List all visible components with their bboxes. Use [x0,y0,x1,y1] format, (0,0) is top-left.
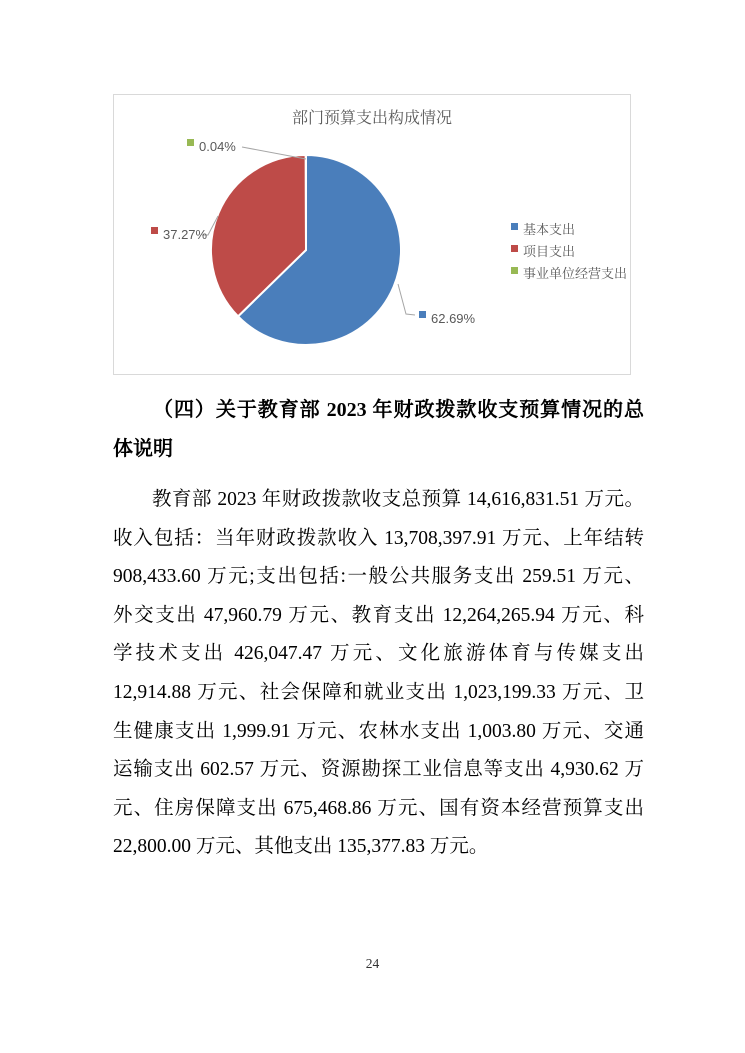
value-label-1 [151,216,218,242]
leader-line [242,147,306,159]
body-line: 学技术支出 426,047.47 万元、文化旅游体育与传媒支出 [113,643,644,665]
body-line: 运输支出 602.57 万元、资源勘探工业信息等支出 4,930.62 万 [113,759,644,781]
body-line: 22,800.00 万元、其他支出 135,377.83 万元。 [113,836,489,858]
label-text: 37.27% [163,227,208,242]
pie-chart [114,95,630,374]
body-line: 元、住房保障支出 675,468.86 万元、国有资本经营预算支出 [113,797,644,819]
legend-label: 项目支出 [523,244,576,259]
label-marker [151,227,158,234]
heading-line: 体说明 [113,437,173,460]
legend-item [511,222,575,237]
value-label-0 [398,284,476,326]
label-marker [187,139,194,146]
section-heading [113,391,644,468]
chart-title: 部门预算支出构成情况 [291,110,453,127]
legend-label: 基本支出 [523,222,576,237]
page-number: 24 [365,956,380,971]
body-paragraph [113,481,644,867]
body-line: 收入包括：当年财政拨款收入 13,708,397.91 万元、上年结转 [113,527,644,549]
legend-marker [511,223,518,230]
legend-label: 事业单位经营支出 [523,266,628,281]
leader-line [398,284,415,315]
legend-marker [511,267,518,274]
pie-chart-frame [113,94,631,375]
body-line: 12,914.88 万元、社会保障和就业支出 1,023,199.33 万元、卫 [113,681,644,703]
legend-item [511,244,575,259]
label-marker [419,311,426,318]
heading-line: （四）关于教育部 2023 年财政拨款收支预算情况的总 [153,399,644,421]
legend-marker [511,245,518,252]
body-line: 教育部 2023 年财政拨款收支总预算 14,616,831.51 万元。 [152,489,644,510]
body-line: 908,433.60 万元;支出包括:一般公共服务支出 259.51 万元、 [113,566,644,588]
label-text: 62.69% [431,311,476,326]
label-text: 0.04% [199,139,236,154]
value-label-2 [187,139,306,159]
body-line: 生健康支出 1,999.91 万元、农林水支出 1,003.80 万元、交通 [113,720,644,742]
body-line: 外交支出 47,960.79 万元、教育支出 12,264,265.94 万元、科 [113,604,644,626]
legend-item [511,266,627,281]
